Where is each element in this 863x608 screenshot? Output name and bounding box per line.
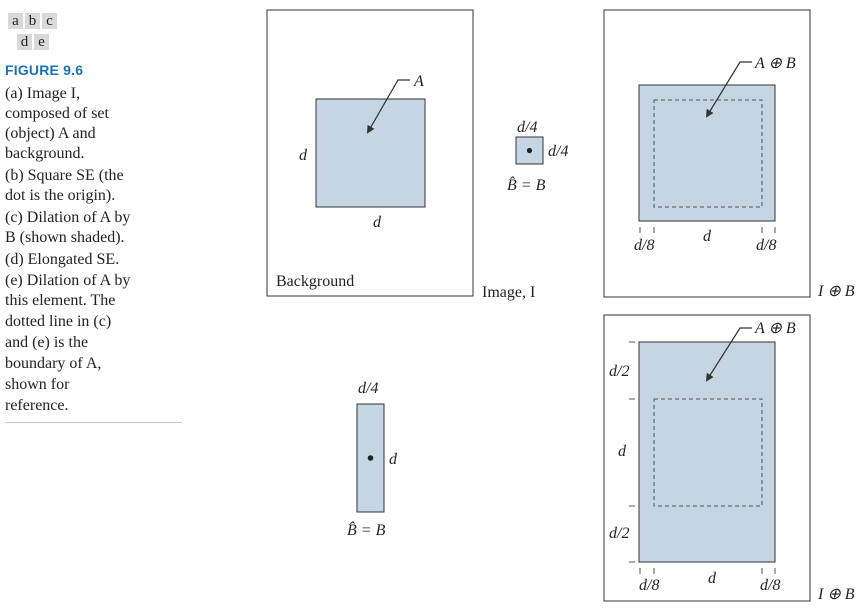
panel-c [604, 10, 855, 300]
se-top-label: d/4 [517, 119, 538, 136]
se-right-label: d/4 [548, 143, 569, 160]
caption-line: shown for [5, 376, 70, 393]
caption-line: (d) Elongated SE. [5, 251, 120, 268]
frame-label-e: I ⊕ B [818, 586, 855, 603]
caption-line: (a) Image I, [5, 85, 81, 102]
caption-line: reference. [5, 397, 69, 414]
left-mid-label-e: d [618, 443, 626, 460]
caption-line: (b) Square SE (the [5, 167, 124, 184]
panel-letter-b: b [25, 13, 40, 29]
dilated-set-e [639, 342, 775, 562]
set-a-square [316, 99, 425, 207]
dilation-label-e: A ⊕ B [755, 320, 796, 337]
bottom-mid-label-e: d [708, 570, 716, 587]
bottom-right-label-e: d/8 [760, 577, 781, 594]
caption-line: (object) A and [5, 125, 96, 142]
bottom-left-label-c: d/8 [634, 237, 655, 254]
side-d-bottom-label: d [373, 214, 381, 231]
bottom-left-label-e: d/8 [639, 577, 660, 594]
image-i-label: Image, I [482, 284, 536, 301]
panel-letter-d: d [17, 34, 32, 50]
elongated-se-b-hat-label: B̂ = B [347, 522, 386, 539]
elongated-se-origin-dot [368, 455, 374, 461]
frame-label-c: I ⊕ B [818, 283, 855, 300]
elongated-se-right-label: d [389, 451, 397, 468]
caption-line: dot is the origin). [5, 187, 116, 204]
panel-letter-e: e [34, 34, 49, 50]
background-label: Background [276, 273, 355, 290]
set-a-label: A [414, 73, 424, 90]
caption-line: (c) Dilation of A by [5, 209, 131, 226]
panel-letter-c: c [42, 13, 57, 29]
bottom-mid-label-c: d [703, 228, 711, 245]
figure-title: FIGURE 9.6 [5, 62, 84, 78]
caption-line: and (e) is the [5, 334, 89, 351]
panel-b [507, 119, 568, 194]
panel-d [347, 380, 398, 539]
side-d-left-label: d [299, 147, 307, 164]
dilation-label-c: A ⊕ B [755, 55, 796, 72]
panel-a [267, 10, 538, 301]
bottom-right-label-c: d/8 [756, 237, 777, 254]
caption-line: boundary of A, [5, 355, 102, 372]
se-b-hat-label: B̂ = B [507, 177, 546, 194]
panel-e [604, 315, 855, 603]
caption-line: B (shown shaded). [5, 229, 125, 246]
se-origin-dot [527, 148, 532, 153]
elongated-se-top-label: d/4 [358, 380, 379, 397]
left-top-label-e: d/2 [609, 363, 630, 380]
dilated-set-c [639, 85, 775, 221]
caption-line: (e) Dilation of A by [5, 272, 131, 289]
caption-line: this element. The [5, 292, 116, 309]
left-bottom-label-e: d/2 [609, 525, 630, 542]
caption-line: background. [5, 145, 85, 162]
caption-line: composed of set [5, 105, 109, 122]
caption-line: dotted line in (c) [5, 313, 112, 330]
panel-letter-a: a [8, 13, 23, 29]
